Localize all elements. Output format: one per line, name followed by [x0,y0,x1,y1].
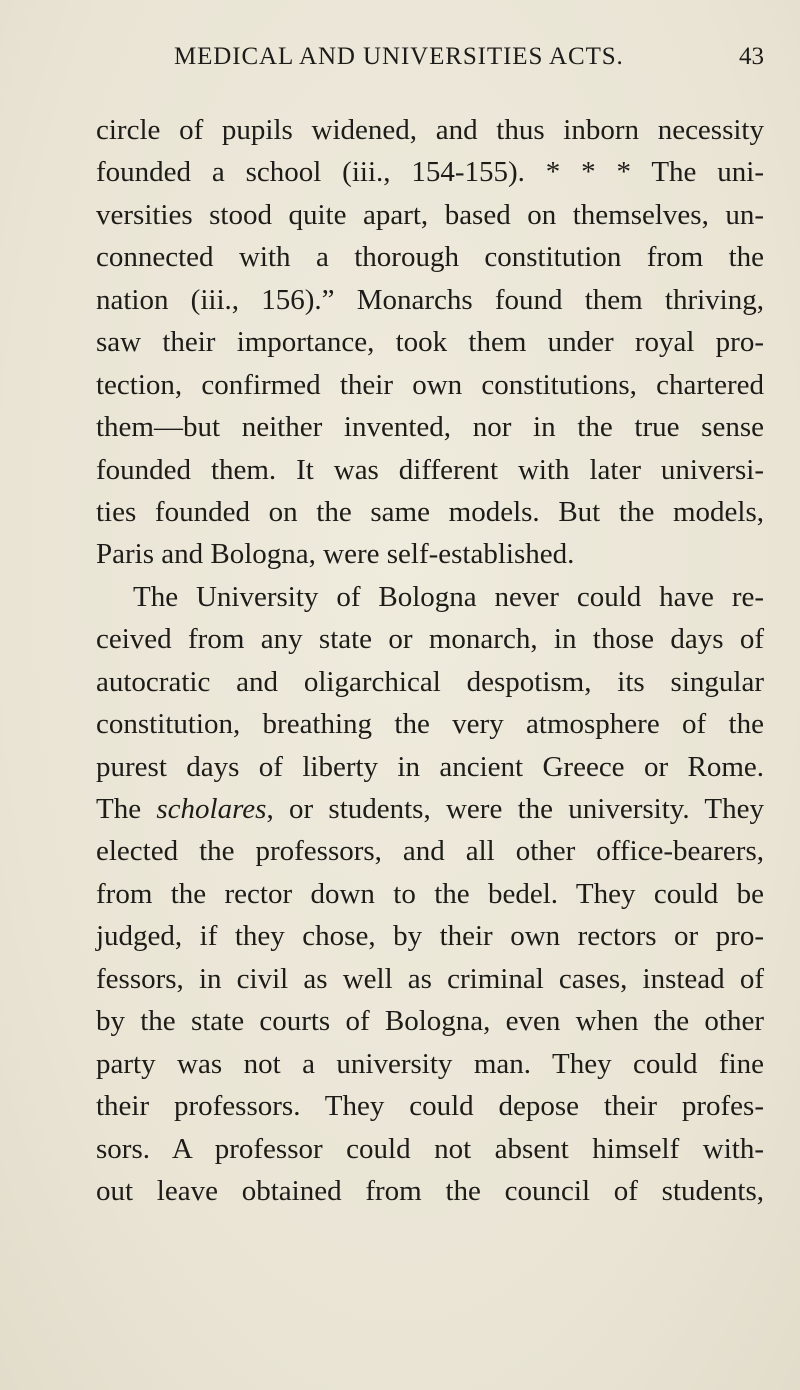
text-line: party was not a university man. They could fine [96,1047,764,1080]
text-line: saw their importance, took them under royal pro- [96,326,764,359]
text-line: out leave obtained from the council of students, [96,1174,764,1207]
paragraph-end-line: Paris and Bologna, were self-established. [96,538,575,571]
text-line: circle of pupils widened, and thus inborn necessity [96,114,764,146]
text-line: nation (iii., 156).” Monarchs found them thriving, [96,283,764,316]
text-line: constitution, breathing the very atmosphere of the [96,708,764,741]
text-line: sors. A professor could not absent himself with- [96,1132,764,1165]
text-line: judged, if they chose, by their own rectors or pro- [96,920,764,953]
text-line: connected with a thorough constitution from the [96,241,764,274]
text-line: tection, confirmed their own constitutions, chartered [96,368,764,401]
text-line: ceived from any state or monarch, in those days of [96,623,764,656]
body-text [96,109,764,1212]
text-line: autocratic and oligarchical despotism, its singular [96,665,764,698]
running-head: MEDICAL AND UNIVERSITIES ACTS. [174,43,624,70]
text-line: versities stood quite apart, based on themselves, un- [96,198,764,231]
text-segment: , or students, were the university. They [266,793,764,825]
text-line: from the rector down to the bedel. They could be [96,877,764,910]
italic-term: scholares [156,793,267,825]
text-line: elected the professors, and all other office-bearers, [96,835,764,868]
text-line [96,788,764,830]
page-number: 43 [739,43,764,70]
text-line: founded them. It was different with later universi- [96,453,764,486]
text-line: founded a school (iii., 154-155). * * * The uni- [96,156,764,189]
text-segment: The [96,793,157,825]
text-line: them—but neither invented, nor in the true sense [96,411,764,444]
paragraph-start-line: The University of Bologna never could have re- [133,580,764,613]
text-line: fessors, in civil as well as criminal cases, instead of [96,962,764,995]
text-line: by the state courts of Bologna, even when the other [96,1005,764,1038]
page-header [96,43,764,83]
text-line: purest days of liberty in ancient Greece or Rome. [96,750,764,783]
text-line: ties founded on the same models. But the models, [96,495,764,528]
text-line: their professors. They could depose their profes- [96,1090,764,1123]
